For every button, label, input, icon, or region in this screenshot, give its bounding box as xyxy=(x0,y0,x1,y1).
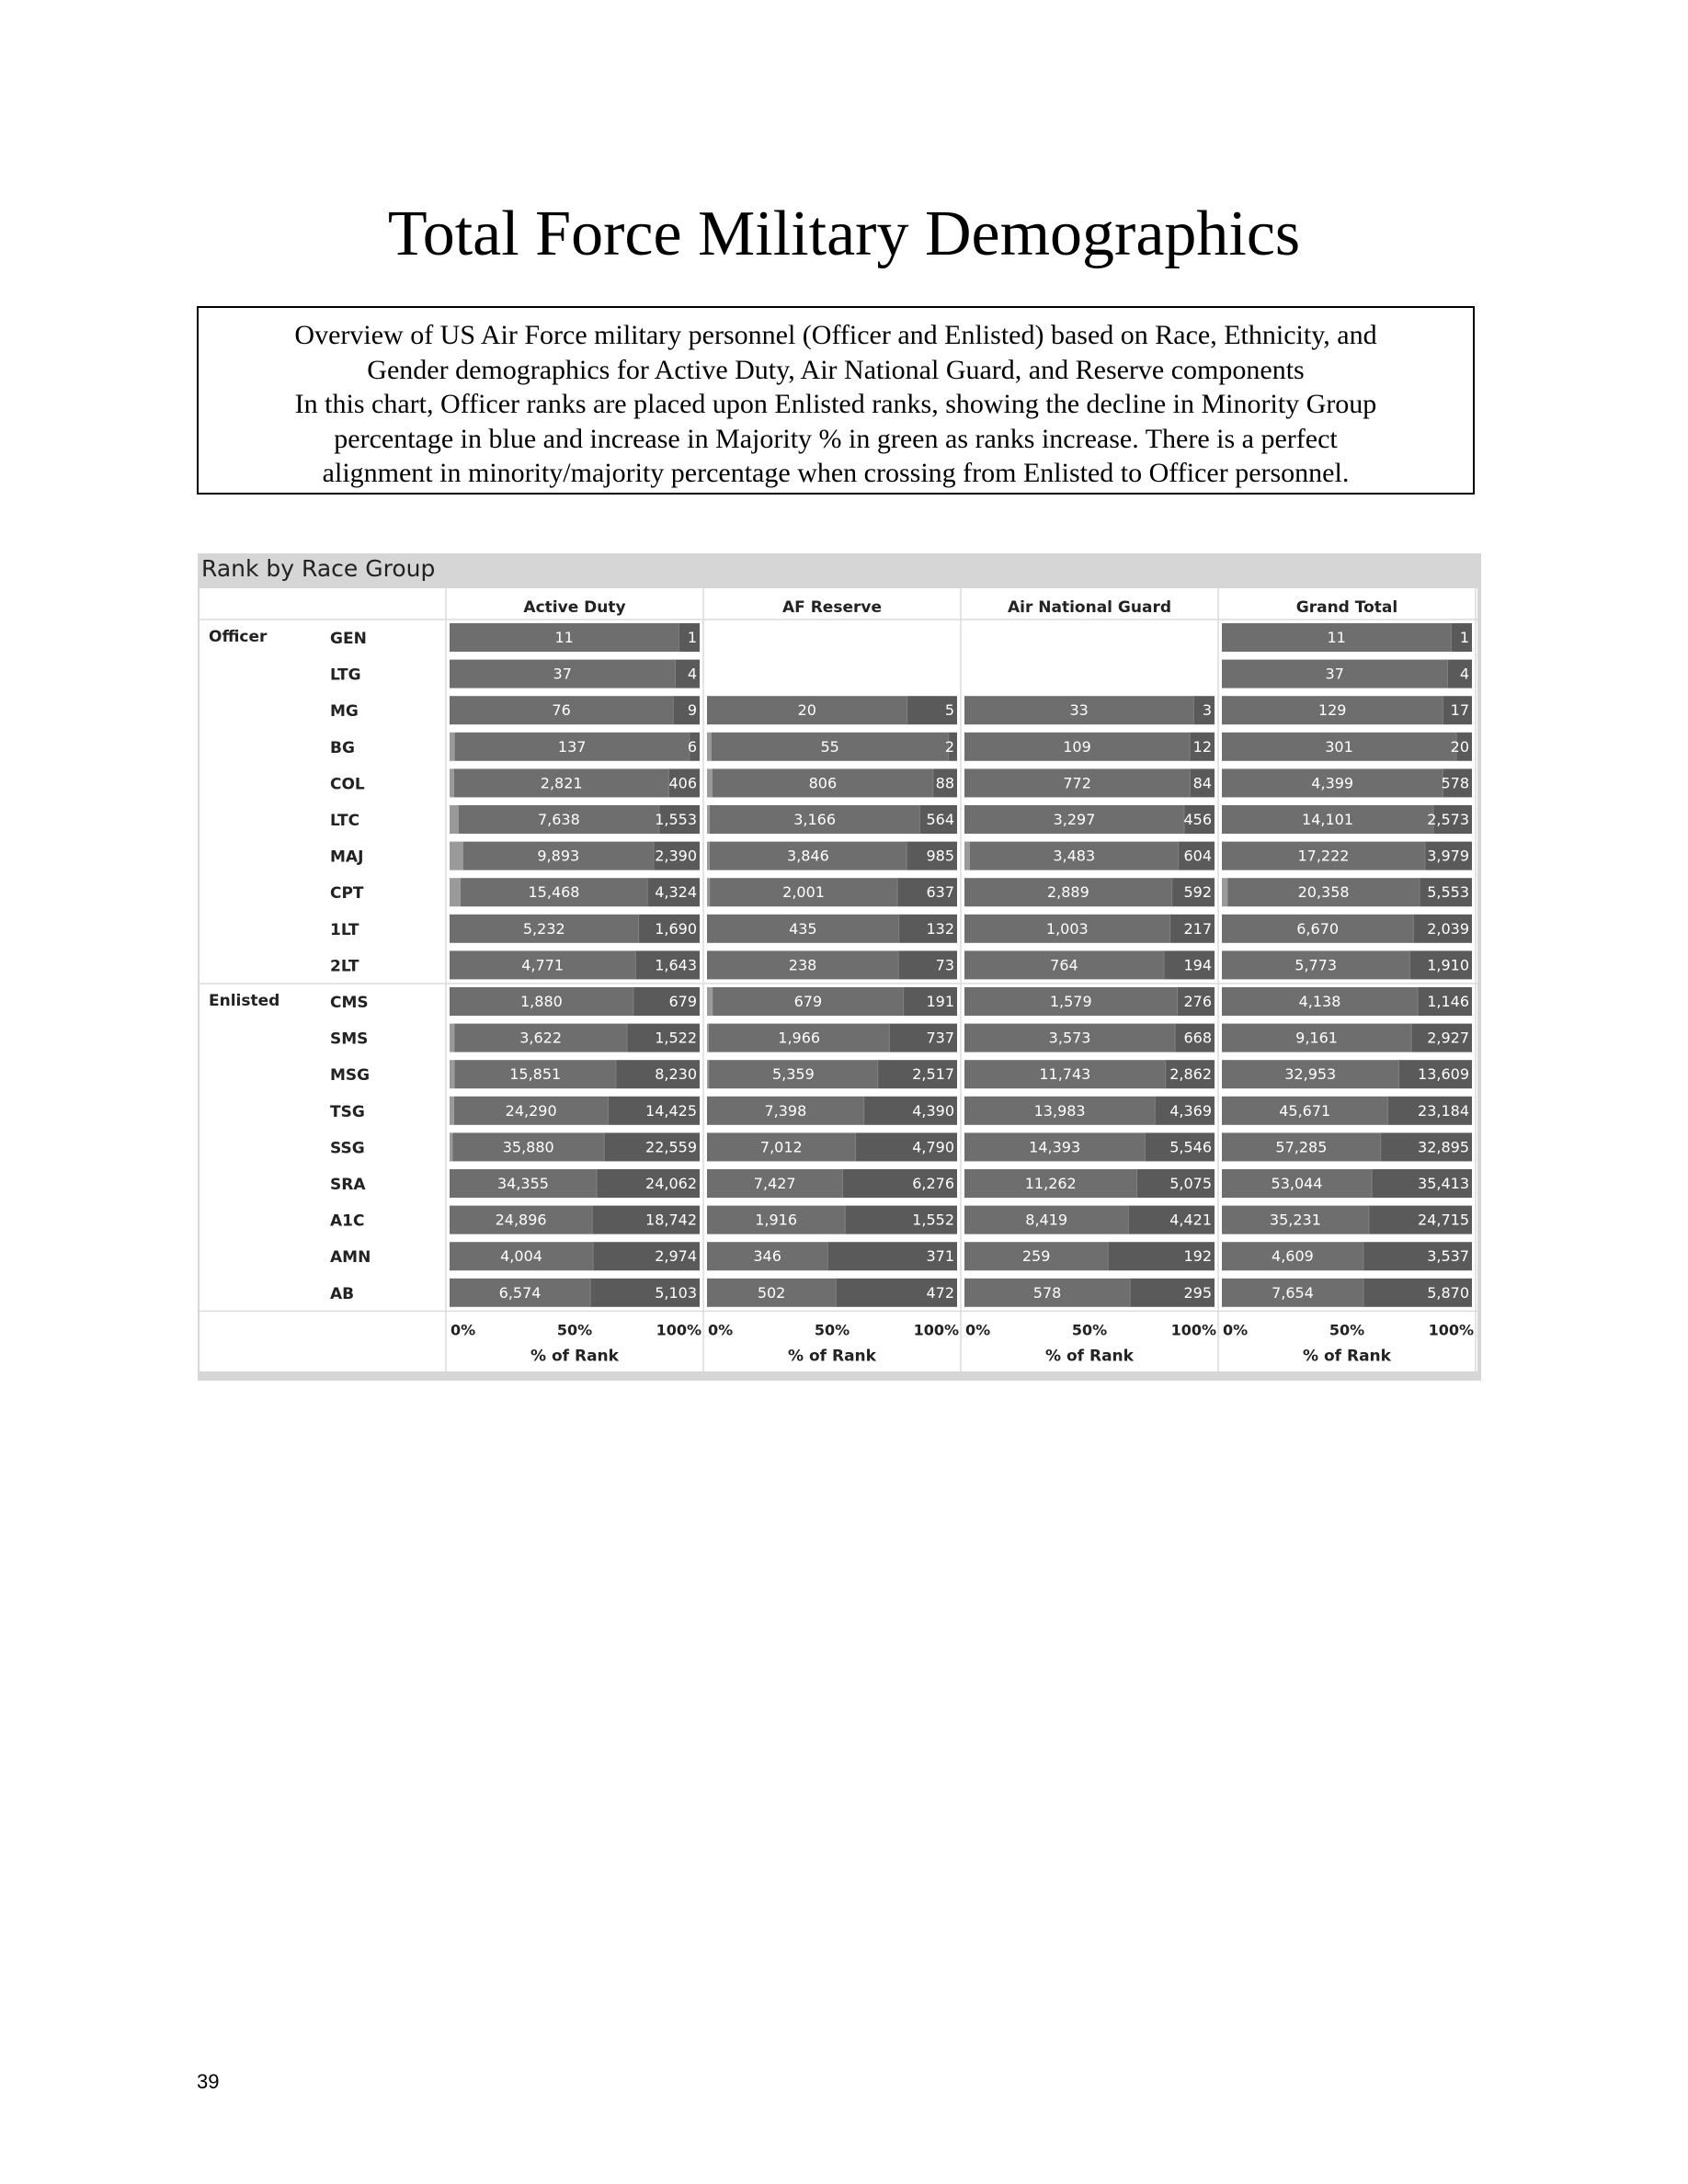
bar-label-majority: 1,003 xyxy=(1045,919,1089,938)
bar-label-majority: 57,285 xyxy=(1275,1138,1328,1156)
bar-label-minority: 3,537 xyxy=(1427,1247,1469,1266)
page-title: Total Force Military Demographics xyxy=(387,199,1301,269)
bar-label-minority: 1,553 xyxy=(655,811,697,828)
bar-segment-other xyxy=(707,987,713,1016)
bar-label-minority: 295 xyxy=(1183,1283,1212,1302)
bar-label-majority: 4,399 xyxy=(1311,774,1354,792)
bar-segment-other xyxy=(450,768,454,797)
bar-label-minority: 3 xyxy=(1202,701,1212,720)
x-tick-label: 50% xyxy=(814,1321,850,1339)
bar-segment-other xyxy=(450,805,459,834)
bar-label-minority: 192 xyxy=(1183,1247,1212,1266)
x-tick-label: 0% xyxy=(965,1321,991,1339)
bar-label-majority: 15,851 xyxy=(509,1065,562,1084)
bar-segment-other xyxy=(450,1097,454,1125)
rank-label: CPT xyxy=(330,884,364,904)
chart-title: Rank by Race Group xyxy=(201,555,436,582)
bar-label-majority: 20 xyxy=(797,701,816,720)
overview-line: Overview of US Air Force military personnel (Officer and Enlisted) based on Race, Ethnicity, and xyxy=(294,320,1377,350)
bar-label-minority: 637 xyxy=(926,883,954,902)
x-axis-label: % of Rank xyxy=(1045,1347,1134,1366)
bar-label-majority: 2,889 xyxy=(1046,883,1089,902)
bar-segment-other xyxy=(707,1024,709,1052)
rank-label: LTC xyxy=(330,812,360,830)
x-tick-label: 50% xyxy=(1329,1321,1365,1339)
bar-label-minority: 24,715 xyxy=(1418,1211,1469,1229)
bar-label-minority: 4,421 xyxy=(1169,1211,1212,1229)
bar-label-majority: 1,966 xyxy=(778,1029,821,1047)
page-number: 39 xyxy=(197,2070,220,2093)
bar-label-majority: 578 xyxy=(1032,1283,1062,1302)
bar-label-minority: 592 xyxy=(1183,883,1212,902)
bar-segment-other xyxy=(1222,878,1227,906)
bar-label-majority: 9,161 xyxy=(1295,1029,1338,1047)
bar-label-minority: 23,184 xyxy=(1418,1101,1469,1120)
bar-segment-other xyxy=(707,733,712,761)
rank-label: 1LT xyxy=(330,920,359,939)
bar-label-majority: 7,638 xyxy=(537,811,580,828)
bar-label-majority: 129 xyxy=(1317,701,1347,720)
overview-line: Gender demographics for Active Duty, Air National Guard, and Reserve components xyxy=(367,354,1305,385)
bar-label-minority: 5,103 xyxy=(655,1283,697,1302)
bar-label-majority: 3,483 xyxy=(1053,847,1096,865)
bar-label-minority: 1,643 xyxy=(655,956,697,974)
bar-label-minority: 6 xyxy=(687,737,697,756)
bar-label-majority: 32,953 xyxy=(1284,1065,1337,1084)
bar-label-minority: 604 xyxy=(1183,847,1212,865)
bar-label-minority: 20 xyxy=(1450,737,1469,756)
bar-label-majority: 7,654 xyxy=(1272,1283,1314,1302)
bar-segment-other xyxy=(450,878,461,906)
bar-segment-other xyxy=(450,733,455,761)
x-tick-label: 0% xyxy=(708,1321,734,1339)
bar-label-majority: 3,573 xyxy=(1048,1029,1091,1047)
bar-label-minority: 8,230 xyxy=(655,1065,697,1084)
x-tick-label: 0% xyxy=(1223,1321,1249,1339)
bar-label-minority: 22,559 xyxy=(645,1138,697,1156)
bar-label-minority: 2,974 xyxy=(655,1247,697,1266)
bar-label-minority: 84 xyxy=(1192,774,1212,792)
bar-label-minority: 5 xyxy=(944,701,954,720)
bar-label-majority: 3,622 xyxy=(519,1029,563,1047)
bar-label-majority: 33 xyxy=(1069,701,1089,720)
bar-label-majority: 5,773 xyxy=(1295,956,1338,974)
bar-label-majority: 7,398 xyxy=(764,1101,807,1120)
bar-label-minority: 4 xyxy=(1459,665,1469,683)
bar-label-minority: 2,039 xyxy=(1427,919,1469,938)
bar-label-majority: 4,609 xyxy=(1272,1247,1314,1266)
bar-label-majority: 346 xyxy=(753,1247,781,1266)
column-header: Active Duty xyxy=(523,598,626,617)
bar-label-majority: 4,004 xyxy=(500,1247,542,1266)
bar-label-majority: 11 xyxy=(1327,629,1346,646)
bar-label-majority: 37 xyxy=(1325,665,1344,683)
chart-panel xyxy=(198,553,1481,1381)
bar-label-minority: 5,546 xyxy=(1169,1138,1212,1156)
rank-label: MG xyxy=(330,702,359,722)
bar-label-minority: 578 xyxy=(1441,774,1469,792)
bar-label-majority: 76 xyxy=(552,701,571,720)
bar-label-minority: 88 xyxy=(935,774,954,792)
bar-label-minority: 737 xyxy=(926,1029,954,1047)
bar-label-minority: 5,553 xyxy=(1427,883,1469,902)
bar-segment-other xyxy=(450,1132,452,1161)
bar-label-majority: 5,232 xyxy=(522,919,565,938)
bar-label-majority: 1,916 xyxy=(755,1211,798,1229)
rank-label: TSG xyxy=(330,1102,365,1121)
overview-box xyxy=(197,306,1475,495)
bar-label-majority: 772 xyxy=(1063,774,1091,792)
bar-label-minority: 456 xyxy=(1183,811,1212,828)
rank-label: AMN xyxy=(330,1248,371,1268)
bar-label-minority: 1,552 xyxy=(912,1211,954,1229)
bar-label-majority: 14,101 xyxy=(1302,811,1354,828)
bar-label-majority: 37 xyxy=(553,665,572,683)
bar-label-minority: 4,390 xyxy=(912,1101,954,1120)
x-tick-label: 0% xyxy=(451,1321,476,1339)
bar-label-majority: 1,579 xyxy=(1049,993,1092,1010)
bar-label-majority: 259 xyxy=(1021,1247,1051,1266)
bar-label-majority: 679 xyxy=(793,993,823,1010)
bar-label-minority: 35,413 xyxy=(1418,1175,1469,1192)
bar-label-minority: 5,870 xyxy=(1427,1283,1469,1302)
bar-label-majority: 137 xyxy=(557,737,587,756)
bar-label-majority: 9,893 xyxy=(537,847,580,865)
bar-label-majority: 35,880 xyxy=(502,1138,554,1156)
bar-label-majority: 6,670 xyxy=(1296,919,1340,938)
bar-label-minority: 371 xyxy=(926,1247,954,1266)
bar-segment-other xyxy=(707,805,710,834)
bar-segment-other xyxy=(450,1024,454,1052)
group-label: Officer xyxy=(209,628,268,646)
bar-label-minority: 1,522 xyxy=(655,1029,697,1047)
bar-label-minority: 4,790 xyxy=(912,1138,954,1156)
bar-label-majority: 11 xyxy=(554,629,574,646)
bar-label-minority: 4,324 xyxy=(655,883,697,902)
bar-label-majority: 24,896 xyxy=(495,1211,547,1229)
bar-label-minority: 2,862 xyxy=(1169,1065,1212,1084)
rank-label: A1C xyxy=(330,1211,365,1231)
bar-label-minority: 17 xyxy=(1450,701,1469,720)
bar-label-minority: 5,075 xyxy=(1169,1175,1212,1192)
bar-segment-other xyxy=(964,842,970,870)
stacked-bar-chart xyxy=(200,588,1477,1371)
bar-label-majority: 35,231 xyxy=(1269,1211,1321,1229)
bar-label-minority: 406 xyxy=(668,774,697,792)
bar-label-minority: 1,690 xyxy=(655,919,697,938)
bar-label-minority: 1,910 xyxy=(1427,956,1469,974)
column-header: AF Reserve xyxy=(782,598,882,617)
bar-label-majority: 20,358 xyxy=(1297,883,1350,902)
bar-label-majority: 34,355 xyxy=(496,1175,549,1192)
bar-label-majority: 2,821 xyxy=(540,774,583,792)
rank-label: MSG xyxy=(330,1066,371,1086)
bar-segment-other xyxy=(707,878,710,906)
x-tick-label: 100% xyxy=(1170,1321,1216,1339)
overview-line: In this chart, Officer ranks are placed upon Enlisted ranks, showing the decline in Minority Group xyxy=(294,389,1377,419)
bar-label-majority: 2,001 xyxy=(782,883,825,902)
bar-label-minority: 191 xyxy=(926,993,954,1010)
rank-label: COL xyxy=(330,775,365,794)
bar-label-minority: 24,062 xyxy=(645,1175,697,1192)
bar-label-majority: 806 xyxy=(808,774,838,792)
x-tick-label: 50% xyxy=(556,1321,593,1339)
bar-label-minority: 2,390 xyxy=(655,847,697,865)
bar-label-majority: 435 xyxy=(789,919,817,938)
x-axis-label: % of Rank xyxy=(1303,1347,1391,1366)
bar-segment-other xyxy=(450,842,463,870)
rank-label: SSG xyxy=(330,1139,365,1158)
bar-label-majority: 6,574 xyxy=(498,1283,542,1302)
overview-line: alignment in minority/majority percentage when crossing from Enlisted to Officer personnel. xyxy=(322,458,1350,488)
bar-label-minority: 32,895 xyxy=(1418,1138,1469,1156)
group-label: Enlisted xyxy=(209,992,280,1010)
bar-label-minority: 2,517 xyxy=(912,1065,954,1084)
bar-label-minority: 18,742 xyxy=(645,1211,697,1229)
rank-label: MAJ xyxy=(330,847,364,867)
bar-label-majority: 8,419 xyxy=(1025,1211,1068,1229)
bar-label-majority: 3,846 xyxy=(787,847,829,865)
column-header: Air National Guard xyxy=(1007,598,1172,617)
bar-label-majority: 3,166 xyxy=(793,811,837,828)
rank-label: GEN xyxy=(330,630,367,648)
bar-label-majority: 7,012 xyxy=(759,1138,803,1156)
rank-label: BG xyxy=(330,738,355,757)
bar-label-minority: 217 xyxy=(1183,919,1212,938)
x-tick-label: 100% xyxy=(1428,1321,1474,1339)
bar-label-majority: 53,044 xyxy=(1271,1175,1323,1192)
bar-label-majority: 7,427 xyxy=(753,1175,796,1192)
bar-label-majority: 109 xyxy=(1063,737,1091,756)
bar-label-minority: 14,425 xyxy=(645,1101,697,1120)
bar-label-majority: 238 xyxy=(788,956,817,974)
bar-label-minority: 668 xyxy=(1183,1029,1212,1047)
x-tick-label: 50% xyxy=(1071,1321,1108,1339)
bar-label-majority: 5,359 xyxy=(771,1065,815,1084)
bar-label-majority: 55 xyxy=(820,737,839,756)
bar-label-majority: 301 xyxy=(1325,737,1353,756)
x-axis-label: % of Rank xyxy=(530,1347,619,1366)
bar-label-minority: 13,609 xyxy=(1418,1065,1469,1084)
rank-label: 2LT xyxy=(330,957,359,976)
bar-label-minority: 985 xyxy=(926,847,954,865)
overview-line: percentage in blue and increase in Majority % in green as ranks increase. There is a perfect xyxy=(334,423,1338,454)
bar-segment-other xyxy=(450,1060,455,1088)
bar-label-majority: 764 xyxy=(1050,956,1078,974)
bar-label-majority: 502 xyxy=(757,1283,786,1302)
x-tick-label: 100% xyxy=(913,1321,959,1339)
chart-area xyxy=(200,588,1477,1371)
bar-label-minority: 4,369 xyxy=(1169,1101,1212,1120)
bar-label-majority: 45,671 xyxy=(1279,1101,1331,1120)
bar-label-minority: 564 xyxy=(926,811,954,828)
bar-label-minority: 1 xyxy=(687,629,697,646)
bar-label-minority: 2,927 xyxy=(1427,1029,1469,1047)
bar-label-minority: 2,573 xyxy=(1427,811,1469,828)
rank-label: SMS xyxy=(330,1029,369,1049)
bar-label-minority: 9 xyxy=(687,701,697,720)
bar-label-majority: 24,290 xyxy=(505,1101,557,1120)
bar-label-minority: 4 xyxy=(687,665,697,683)
x-tick-label: 100% xyxy=(656,1321,701,1339)
bar-label-minority: 12 xyxy=(1192,737,1212,756)
bar-label-majority: 11,743 xyxy=(1039,1065,1091,1084)
bar-label-majority: 15,468 xyxy=(528,883,580,902)
bar-label-minority: 73 xyxy=(935,956,954,974)
bar-label-minority: 3,979 xyxy=(1427,847,1469,865)
bar-label-minority: 6,276 xyxy=(912,1175,954,1192)
bar-label-minority: 2 xyxy=(944,737,954,756)
bar-segment-other xyxy=(707,842,710,870)
rank-label: LTG xyxy=(330,665,361,685)
bar-label-minority: 194 xyxy=(1183,956,1212,974)
bar-label-majority: 1,880 xyxy=(520,993,563,1010)
bar-label-majority: 3,297 xyxy=(1053,811,1096,828)
bar-label-majority: 14,393 xyxy=(1029,1138,1081,1156)
bar-label-minority: 276 xyxy=(1183,993,1212,1010)
column-header: Grand Total xyxy=(1295,598,1398,617)
x-axis-label: % of Rank xyxy=(788,1347,876,1366)
bar-label-minority: 679 xyxy=(668,993,697,1010)
bar-segment-other xyxy=(707,1060,709,1088)
bar-label-minority: 1 xyxy=(1459,629,1469,646)
rank-label: CMS xyxy=(330,994,369,1012)
bar-label-minority: 1,146 xyxy=(1427,993,1469,1010)
bar-label-minority: 132 xyxy=(926,919,954,938)
bar-label-majority: 11,262 xyxy=(1024,1175,1077,1192)
bar-label-majority: 4,138 xyxy=(1298,993,1341,1010)
bar-label-majority: 4,771 xyxy=(521,956,565,974)
rank-label: SRA xyxy=(330,1176,366,1194)
bar-label-minority: 472 xyxy=(926,1283,954,1302)
bar-segment-other xyxy=(707,768,713,797)
bar-label-majority: 13,983 xyxy=(1033,1101,1086,1120)
rank-label: AB xyxy=(330,1284,355,1303)
bar-label-majority: 17,222 xyxy=(1297,847,1350,865)
